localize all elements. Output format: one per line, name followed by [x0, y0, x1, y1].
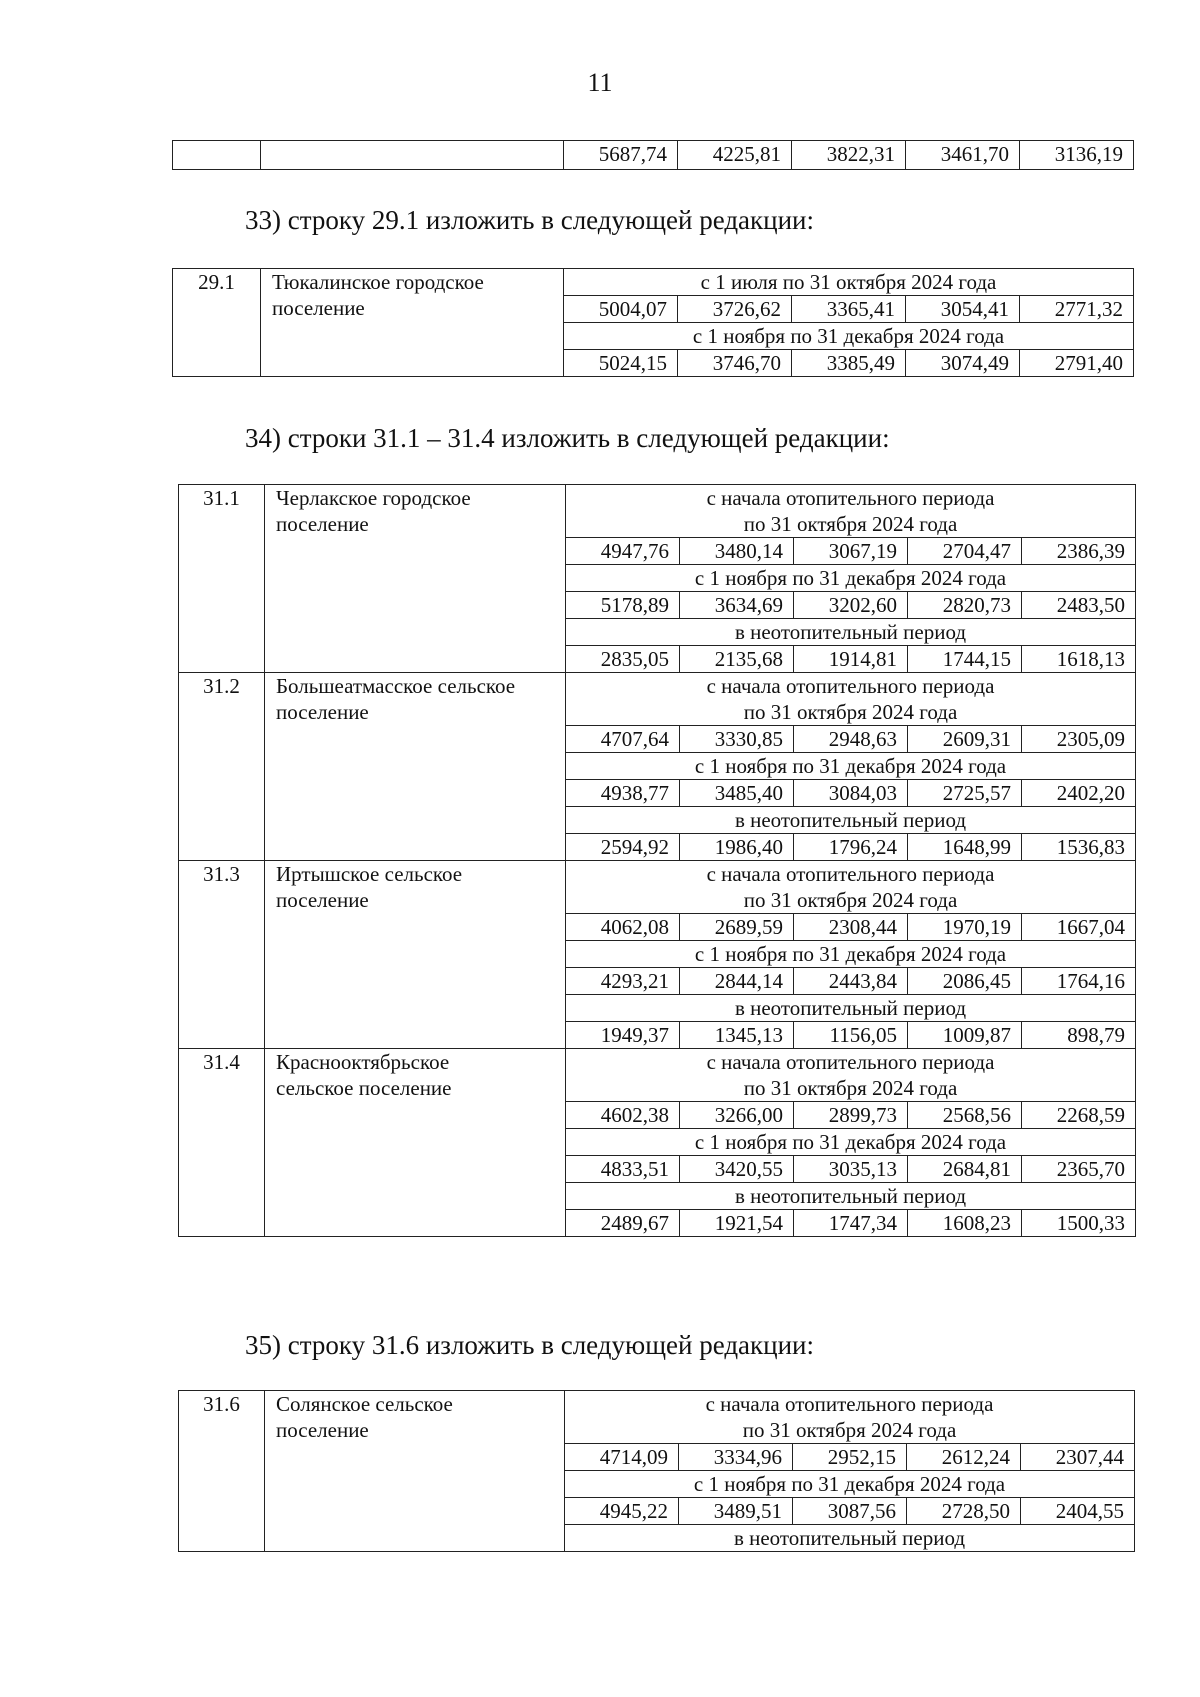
- value-cell: 2308,44: [794, 914, 908, 941]
- value-cell: 1970,19: [908, 914, 1022, 941]
- table-row: [179, 673, 1136, 726]
- value-cell: 2952,15: [793, 1444, 907, 1471]
- period-label-line: с начала отопительного периода: [706, 862, 995, 886]
- value-cell: 4707,64: [566, 726, 680, 753]
- value-cell: 2386,39: [1022, 538, 1136, 565]
- value-cell: 3480,14: [680, 538, 794, 565]
- row-number: 31.6: [179, 1391, 265, 1552]
- table-row: [179, 1391, 1135, 1444]
- period-label-line: в неотопительный период: [733, 1526, 966, 1550]
- section-heading: 35) строку 31.6 изложить в следующей редакции:: [245, 1330, 815, 1360]
- row-number: 31.1: [179, 485, 265, 673]
- period-label-line: с начала отопительного периода: [706, 1050, 995, 1074]
- value-cell: 3202,60: [794, 592, 908, 619]
- value-cell: 1608,23: [908, 1210, 1022, 1237]
- settlement-name-line: поселение: [276, 888, 369, 912]
- value-cell: 2820,73: [908, 592, 1022, 619]
- value-cell: 3035,13: [794, 1156, 908, 1183]
- value-cell: 2844,14: [680, 968, 794, 995]
- value-cell: 4938,77: [566, 780, 680, 807]
- value-cell: 2791,40: [1020, 350, 1134, 377]
- table-row: [179, 485, 1136, 538]
- value-cell: 1914,81: [794, 646, 908, 673]
- value-cell: 3365,41: [792, 296, 906, 323]
- table-row: [179, 1049, 1136, 1102]
- row-number: 29.1: [173, 269, 261, 377]
- value-cell: 898,79: [1022, 1022, 1136, 1049]
- period-label: [564, 269, 1134, 296]
- value-cell: 3634,69: [680, 592, 794, 619]
- value-cell: 5024,15: [564, 350, 678, 377]
- period-label: [566, 995, 1136, 1022]
- settlement-name-line: сельское поселение: [276, 1076, 452, 1100]
- value-cell: 1986,40: [680, 834, 794, 861]
- value-cell: 4602,38: [566, 1102, 680, 1129]
- table-31-1-to-31-4: [178, 484, 1136, 1237]
- value-cell: 3485,40: [680, 780, 794, 807]
- period-label-line: с начала отопительного периода: [706, 674, 995, 698]
- settlement-name: [265, 861, 566, 1049]
- page-number: 11: [587, 68, 613, 97]
- value-cell: 2594,92: [566, 834, 680, 861]
- value-cell: 2402,20: [1022, 780, 1136, 807]
- table-row: [173, 269, 1134, 296]
- period-label: [566, 673, 1136, 726]
- value-cell: 3726,62: [678, 296, 792, 323]
- section-heading: 33) строку 29.1 изложить в следующей редакции:: [245, 205, 815, 235]
- value-cell: 3746,70: [678, 350, 792, 377]
- value-cell: 1949,37: [566, 1022, 680, 1049]
- value-cell: 3334,96: [679, 1444, 793, 1471]
- value-cell: 2443,84: [794, 968, 908, 995]
- value-cell: 3054,41: [906, 296, 1020, 323]
- value-cell: 4947,76: [566, 538, 680, 565]
- settlement-name-line: поселение: [276, 1418, 369, 1442]
- value-cell: 3087,56: [793, 1498, 907, 1525]
- value-cell: 2365,70: [1022, 1156, 1136, 1183]
- settlement-name-line: Солянское сельское: [276, 1392, 453, 1416]
- value-cell: 2899,73: [794, 1102, 908, 1129]
- value-cell: 3489,51: [679, 1498, 793, 1525]
- row-number: 31.4: [179, 1049, 265, 1237]
- settlement-name: [265, 673, 566, 861]
- period-label: [565, 1525, 1135, 1552]
- settlement-name-line: поселение: [272, 296, 365, 320]
- period-label-line: в неотопительный период: [734, 620, 967, 644]
- period-label-line: с начала отопительного периода: [706, 486, 995, 510]
- period-label: [566, 861, 1136, 914]
- value-cell: 2771,32: [1020, 296, 1134, 323]
- period-label-line: с 1 ноября по 31 декабря 2024 года: [692, 324, 1005, 348]
- table-29-1: [172, 268, 1134, 377]
- value-cell: 4293,21: [566, 968, 680, 995]
- value-cell: 4833,51: [566, 1156, 680, 1183]
- value-cell: 1536,83: [1022, 834, 1136, 861]
- value-cell: 3266,00: [680, 1102, 794, 1129]
- table-row: [179, 861, 1136, 914]
- value-cell: 1618,13: [1022, 646, 1136, 673]
- period-label-line: в неотопительный период: [734, 996, 967, 1020]
- value-cell: 1500,33: [1022, 1210, 1136, 1237]
- settlement-name-line: Большеатмасское сельское: [276, 674, 516, 698]
- value-cell: 1764,16: [1022, 968, 1136, 995]
- period-label-line: с 1 ноября по 31 декабря 2024 года: [694, 1130, 1007, 1154]
- value-cell: 2489,67: [566, 1210, 680, 1237]
- value-cell: 3330,85: [680, 726, 794, 753]
- value-cell: 2305,09: [1022, 726, 1136, 753]
- settlement-name: [265, 1049, 566, 1237]
- value-cell: 3461,70: [906, 141, 1020, 170]
- value-cell: 2684,81: [908, 1156, 1022, 1183]
- value-cell: 3420,55: [680, 1156, 794, 1183]
- value-cell: 1921,54: [680, 1210, 794, 1237]
- value-cell: 5687,74: [564, 141, 678, 170]
- value-cell: 2483,50: [1022, 592, 1136, 619]
- value-cell: 2609,31: [908, 726, 1022, 753]
- value-cell: 2725,57: [908, 780, 1022, 807]
- value-cell: 3084,03: [794, 780, 908, 807]
- period-label: [565, 1391, 1135, 1444]
- table-31-6: [178, 1390, 1135, 1552]
- settlement-name-line: Тюкалинское городское: [272, 270, 484, 294]
- row-number: 31.3: [179, 861, 265, 1049]
- period-label-line: с 1 ноября по 31 декабря 2024 года: [693, 1472, 1006, 1496]
- value-cell: 2835,05: [566, 646, 680, 673]
- period-label-line: по 31 октября 2024 года: [742, 1418, 957, 1442]
- table-row: [173, 141, 1134, 170]
- period-label-line: в неотопительный период: [734, 808, 967, 832]
- value-cell: 2689,59: [680, 914, 794, 941]
- period-label-line: по 31 октября 2024 года: [743, 888, 958, 912]
- value-cell: 2728,50: [907, 1498, 1021, 1525]
- value-cell: 1747,34: [794, 1210, 908, 1237]
- value-cell: 4945,22: [565, 1498, 679, 1525]
- settlement-name: [265, 1391, 565, 1552]
- value-cell: 1667,04: [1022, 914, 1136, 941]
- period-label-line: с 1 июля по 31 октября 2024 года: [700, 270, 997, 294]
- value-cell: 2612,24: [907, 1444, 1021, 1471]
- settlement-name: [265, 485, 566, 673]
- settlement-name-line: поселение: [276, 512, 369, 536]
- period-label-line: по 31 октября 2024 года: [743, 1076, 958, 1100]
- period-label-line: с 1 ноября по 31 декабря 2024 года: [694, 754, 1007, 778]
- settlement-name-line: Краснооктябрьское: [276, 1050, 450, 1074]
- value-cell: 2568,56: [908, 1102, 1022, 1129]
- section-heading: 34) строки 31.1 – 31.4 изложить в следующей редакции:: [245, 423, 890, 453]
- value-cell: 5004,07: [564, 296, 678, 323]
- period-label-line: по 31 октября 2024 года: [743, 700, 958, 724]
- value-cell: 1648,99: [908, 834, 1022, 861]
- value-cell: 1156,05: [794, 1022, 908, 1049]
- period-label: [564, 323, 1134, 350]
- period-label: [566, 753, 1136, 780]
- value-cell: 3136,19: [1020, 141, 1134, 170]
- empty-cell: [261, 141, 564, 170]
- period-label: [566, 619, 1136, 646]
- value-cell: 4225,81: [678, 141, 792, 170]
- value-cell: 2948,63: [794, 726, 908, 753]
- value-cell: 2086,45: [908, 968, 1022, 995]
- value-cell: 1009,87: [908, 1022, 1022, 1049]
- settlement-name-line: Иртышское сельское: [276, 862, 463, 886]
- value-cell: 5178,89: [566, 592, 680, 619]
- value-cell: 2704,47: [908, 538, 1022, 565]
- period-label: [566, 1129, 1136, 1156]
- period-label-line: с начала отопительного периода: [705, 1392, 994, 1416]
- value-cell: 3385,49: [792, 350, 906, 377]
- period-label-line: по 31 октября 2024 года: [743, 512, 958, 536]
- period-label-line: в неотопительный период: [734, 1184, 967, 1208]
- value-cell: 1744,15: [908, 646, 1022, 673]
- value-cell: 1796,24: [794, 834, 908, 861]
- period-label-line: с 1 ноября по 31 декабря 2024 года: [694, 942, 1007, 966]
- period-label-line: с 1 ноября по 31 декабря 2024 года: [694, 566, 1007, 590]
- value-cell: 3067,19: [794, 538, 908, 565]
- period-label: [566, 807, 1136, 834]
- value-cell: 4062,08: [566, 914, 680, 941]
- value-cell: 3822,31: [792, 141, 906, 170]
- period-label: [566, 485, 1136, 538]
- row-number: 31.2: [179, 673, 265, 861]
- settlement-name: [261, 269, 564, 377]
- value-cell: 4714,09: [565, 1444, 679, 1471]
- empty-cell: [173, 141, 261, 170]
- value-cell: 2268,59: [1022, 1102, 1136, 1129]
- period-label: [566, 941, 1136, 968]
- value-cell: 2307,44: [1021, 1444, 1135, 1471]
- value-cell: 3074,49: [906, 350, 1020, 377]
- value-cell: 2135,68: [680, 646, 794, 673]
- period-label: [566, 565, 1136, 592]
- period-label: [566, 1183, 1136, 1210]
- period-label: [566, 1049, 1136, 1102]
- value-cell: 1345,13: [680, 1022, 794, 1049]
- value-cell: 2404,55: [1021, 1498, 1135, 1525]
- settlement-name-line: поселение: [276, 700, 369, 724]
- continuation-table: [172, 140, 1134, 170]
- period-label: [565, 1471, 1135, 1498]
- settlement-name-line: Черлакское городское: [276, 486, 471, 510]
